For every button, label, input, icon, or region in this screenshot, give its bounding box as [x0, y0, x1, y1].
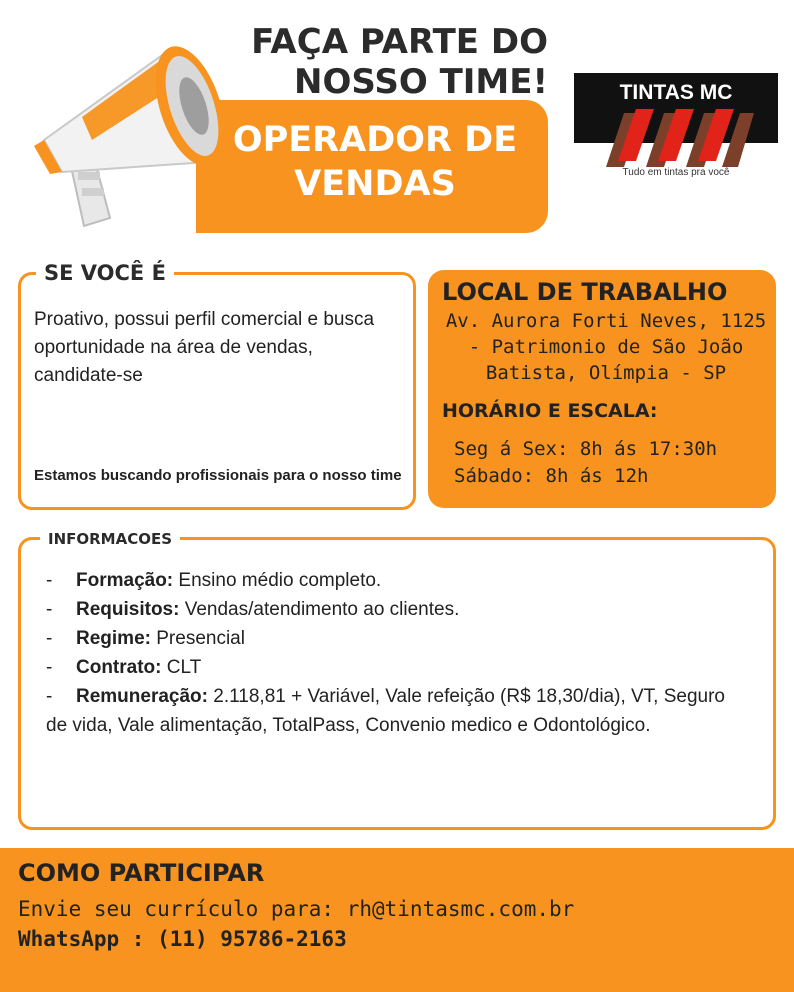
workplace-address — [436, 308, 776, 386]
info-label: Regime: — [76, 628, 151, 649]
profile-heading: SE VOCÊ É — [36, 258, 174, 288]
list-item: - Contrato: CLT — [46, 657, 202, 678]
megaphone-icon — [22, 22, 232, 232]
schedule-heading: HORÁRIO E ESCALA: — [442, 400, 658, 422]
headline — [251, 22, 548, 102]
company-logo — [574, 73, 778, 185]
info-value: CLT — [166, 657, 202, 678]
list-item: - Formação: Ensino médio completo. — [46, 570, 382, 591]
info-label: Requisitos: — [76, 599, 180, 620]
logo-title: TINTAS MC — [619, 81, 733, 104]
schedule-line-1: Seg á Sex: 8h ás 17:30h — [454, 438, 718, 460]
profile-text: Proativo, possui perfil comercial e busca oportunidade na área de vendas, candidate-se — [34, 309, 375, 386]
info-label: Remuneração: — [76, 686, 208, 707]
participate-heading: COMO PARTICIPAR — [18, 859, 265, 887]
info-label: Formação: — [76, 570, 174, 591]
role-title — [215, 118, 535, 206]
logo-slogan: Tudo em tintas pra você — [622, 167, 730, 178]
list-item: - Regime: Presencial — [46, 628, 245, 649]
info-list — [46, 566, 746, 740]
role-title-line-2: VENDAS — [294, 164, 456, 204]
profile-note: Estamos buscando profissionais para o nosso time — [34, 467, 402, 484]
info-value: 2.118,81 + Variável, Vale refeição (R$ 18,30/dia), VT, Seguro de vida, Vale alimentação, TotalPass, Convenio medico e Odontológico. — [46, 686, 726, 736]
schedule-line-2: Sábado: 8h ás 12h — [454, 465, 649, 487]
role-title-line-1: OPERADOR DE — [232, 120, 518, 160]
info-value: Ensino médio completo. — [178, 570, 382, 591]
headline-line-1: FAÇA PARTE DO — [251, 22, 548, 62]
address-line-3: Batista, Olímpia - SP — [485, 362, 727, 384]
headline-line-2: NOSSO TIME! — [294, 62, 548, 102]
whatsapp-line: WhatsApp : (11) 95786-2163 — [18, 927, 347, 951]
address-line-2: - Patrimonio de São João — [468, 336, 744, 358]
workplace-heading: LOCAL DE TRABALHO — [442, 278, 728, 306]
list-item: - Remuneração: 2.118,81 + Variável, Vale refeição (R$ 18,30/dia), VT, Seguro de vida, Vale alimentação, TotalPass, Convenio medico e Odontológico. — [46, 686, 726, 736]
address-line-1: Av. Aurora Forti Neves, 1125 — [445, 310, 767, 332]
schedule — [454, 436, 717, 490]
info-value: Presencial — [156, 628, 245, 649]
info-label: Contrato: — [76, 657, 162, 678]
info-value: Vendas/atendimento ao clientes. — [184, 599, 460, 620]
email-line: Envie seu currículo para: rh@tintasmc.com.br — [18, 897, 575, 921]
info-heading: INFORMACOES — [40, 528, 180, 550]
logo-stripes-icon — [598, 109, 754, 167]
list-item: - Requisitos: Vendas/atendimento ao clientes. — [46, 599, 460, 620]
